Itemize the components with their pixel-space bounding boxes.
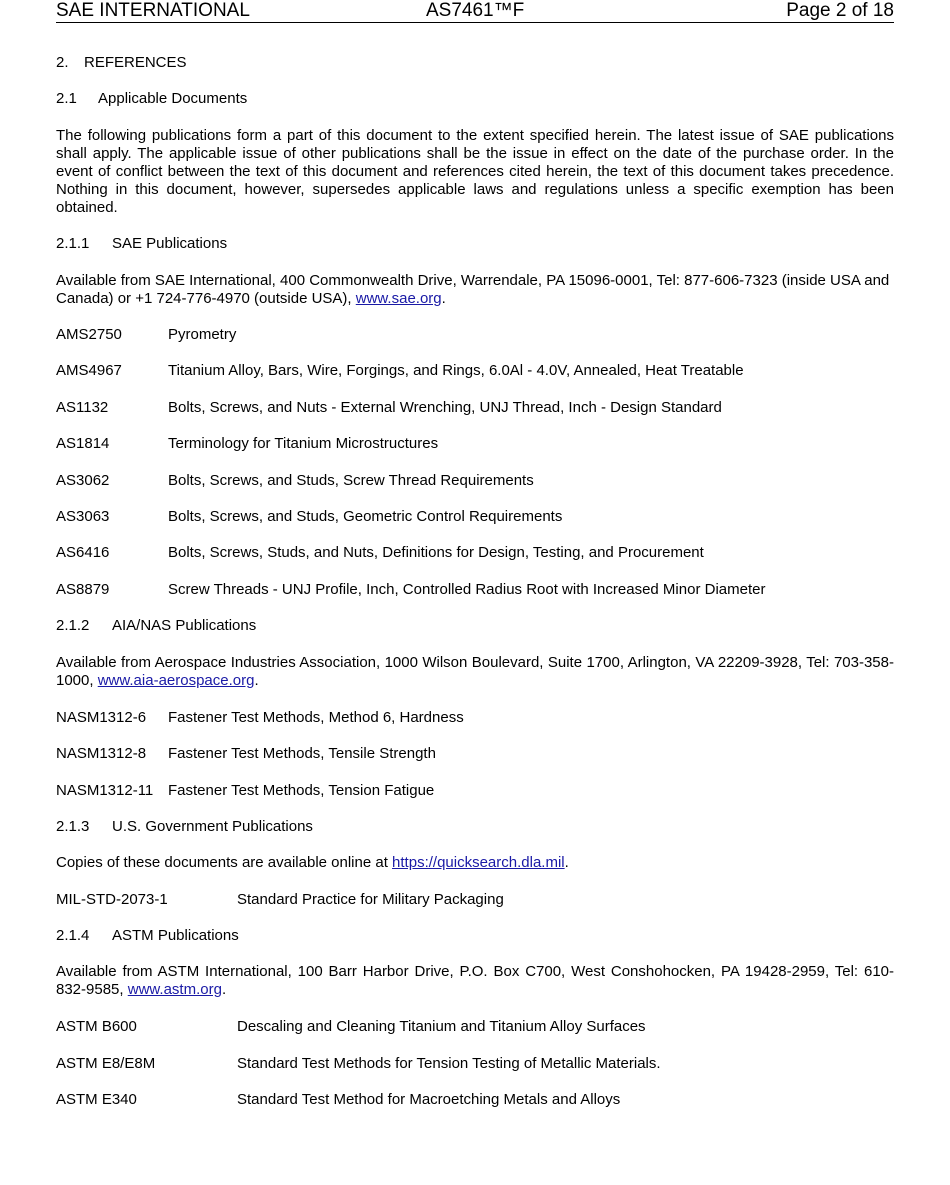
subsection-heading-sae [56,235,894,253]
astm-website-link[interactable]: www.astm.org [127,981,222,998]
availability-text: Copies of these documents are available online at [56,854,393,871]
period: . [254,672,259,689]
astm-availability [56,963,894,999]
reference-code: NASM1312-6 [56,709,147,726]
subsection-title: AIA/NAS Publications [112,617,257,634]
section-title: REFERENCES [84,54,187,71]
reference-code: ASTM E8/E8M [56,1055,156,1072]
sae-website-link[interactable]: www.sae.org [355,290,442,307]
gov-website-link[interactable]: https://quicksearch.dla.mil [392,854,565,871]
reference-code: MIL-STD-2073-1 [56,891,168,908]
gov-availability [56,854,894,872]
reference-code: AS8879 [56,581,110,598]
subsection-number: 2.1.4 [56,927,90,944]
availability-text: Available from Aerospace Industries Association, 1000 Wilson Boulevard, Suite 1700, Arlington, VA 22209-3928, Tel: 703-358-1000, [56,654,894,689]
availability-text: Available from SAE International, 400 Commonwealth Drive, Warrendale, PA 15096-0001, Tel: 877-606-7323 (inside USA and Canada) or +1 724-776-4970 (outside USA), [56,272,890,307]
document-page [56,0,894,1108]
subsection-title: SAE Publications [112,235,228,252]
section-heading [56,54,894,72]
header-doc-id: AS7461™F [426,0,525,21]
sae-availability [56,272,894,308]
reference-code: NASM1312-11 [56,782,154,799]
reference-title: Bolts, Screws, and Studs, Screw Thread Requirements [168,472,534,489]
reference-title: Bolts, Screws, Studs, and Nuts, Definitions for Design, Testing, and Procurement [168,544,704,561]
subsection-title: U.S. Government Publications [112,818,313,835]
subsection-number: 2.1.1 [56,235,90,252]
reference-title: Standard Test Method for Macroetching Metals and Alloys [237,1091,621,1108]
reference-title: Titanium Alloy, Bars, Wire, Forgings, and Rings, 6.0Al - 4.0V, Annealed, Heat Treatable [168,362,744,379]
reference-title: Fastener Test Methods, Method 6, Hardness [168,709,464,726]
subsection-number: 2.1.2 [56,617,90,634]
period: . [441,290,446,307]
reference-title: Screw Threads - UNJ Profile, Inch, Controlled Radius Root with Increased Minor Diameter [168,581,766,598]
reference-title: Bolts, Screws, and Nuts - External Wrenching, UNJ Thread, Inch - Design Standard [168,399,722,416]
reference-title: Terminology for Titanium Microstructures [168,435,439,452]
subsection-heading-astm [56,927,894,945]
section-number: 2. [56,54,69,71]
subsection-title: ASTM Publications [112,927,239,944]
availability-text: Available from ASTM International, 100 Barr Harbor Drive, P.O. Box C700, West Conshohocken, PA 19428-2959, Tel: 610-832-9585, [56,963,894,998]
subsection-heading-applicable [56,90,894,108]
header-org: SAE INTERNATIONAL [56,0,250,21]
reference-code: AMS4967 [56,362,122,379]
reference-code: ASTM B600 [56,1018,137,1035]
reference-code: AS3063 [56,508,110,525]
reference-title: Standard Practice for Military Packaging [237,891,504,908]
reference-title: Pyrometry [168,326,237,343]
reference-code: NASM1312-8 [56,745,147,762]
aia-availability [56,654,894,690]
reference-code: ASTM E340 [56,1091,137,1108]
header-page-number: Page 2 of 18 [786,0,894,21]
applicable-body: The following publications form a part of this document to the extent specified herein. The latest issue of SAE publications shall apply. The applicable issue of other publications shall be the issue in effect on the date of the purchase order. In the event of conflict between the text of this document and references cited herein, the text of this document takes precedence. Nothing in this document, however, supersedes applicable laws and regulations unless a specific exemption has been obtained. [56,127,894,216]
reference-code: AS3062 [56,472,110,489]
reference-code: AS1132 [56,399,109,416]
reference-code: AS6416 [56,544,110,561]
period: . [564,854,569,871]
reference-title: Fastener Test Methods, Tensile Strength [168,745,436,762]
subsection-heading-aia [56,617,894,635]
subsection-heading-gov [56,818,894,836]
reference-code: AS1814 [56,435,110,452]
reference-title: Descaling and Cleaning Titanium and Titanium Alloy Surfaces [237,1018,646,1035]
page-header [56,0,894,23]
subsection-number: 2.1 [56,90,77,107]
reference-title: Standard Test Methods for Tension Testing of Metallic Materials. [237,1055,661,1072]
reference-code: AMS2750 [56,326,122,343]
subsection-title: Applicable Documents [98,90,248,107]
aia-website-link[interactable]: www.aia-aerospace.org [97,672,255,689]
reference-title: Fastener Test Methods, Tension Fatigue [168,782,435,799]
period: . [221,981,227,998]
reference-title: Bolts, Screws, and Studs, Geometric Control Requirements [168,508,563,525]
subsection-number: 2.1.3 [56,818,90,835]
